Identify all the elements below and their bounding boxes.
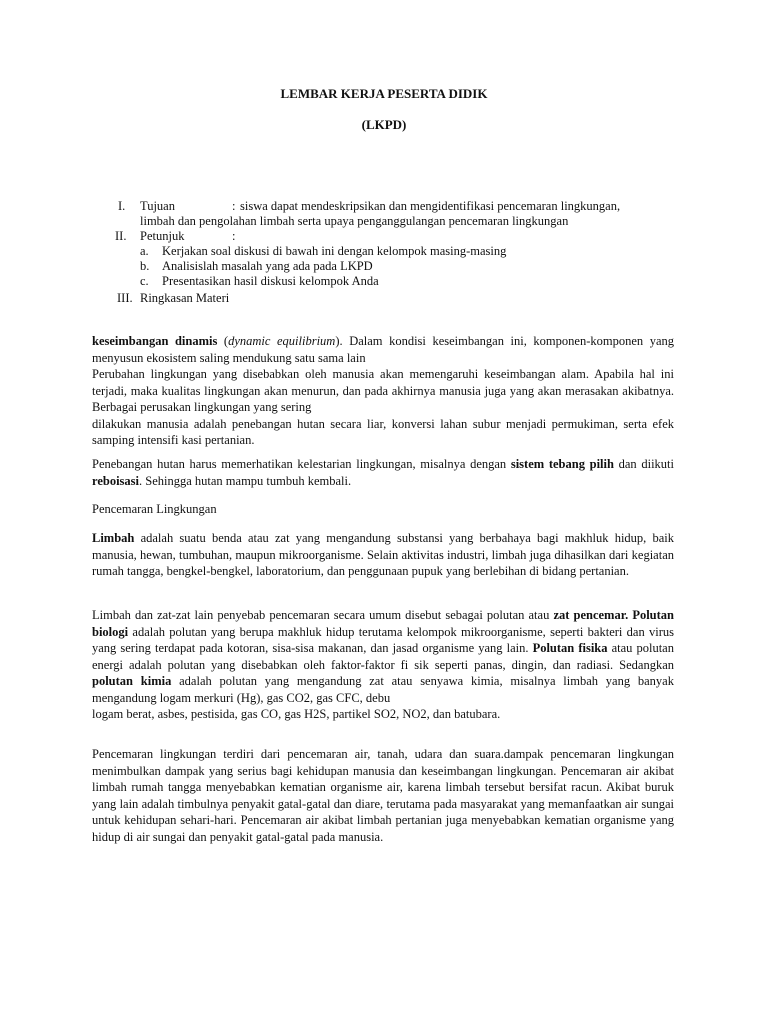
paragraph-limbah <box>92 530 674 580</box>
text-run: adalah suatu benda atau zat yang mengandung substansi yang berbahaya bagi makhluk hidup, baik manusia, hewan, tumbuhan, maupun mikroorganisme. Selain aktivitas industri, limbah juga dihasilkan dari kegiatan rumah tangga, bengkel-bengkel, laboratorium, dan penggunaan pupuk yang berlebihan di bidang pertanian. <box>92 531 674 578</box>
list-marker-c: c. <box>140 274 149 288</box>
text-run: adalah polutan yang mengandung zat atau senyawa kimia, misalnya limbah yang banyak mengandung logam merkuri (Hg), gas CO2, gas CFC, debu <box>92 674 674 705</box>
text-run: adalah polutan yang berupa makhluk hidup terutama kelompok mikroorganisme, seperti bakteri dan virus yang sering terdapat pada kotoran, sisa-sisa makanan, dan jasad organisme yang lain. <box>92 624 674 655</box>
paragraph-line: Perubahan lingkungan yang disebabkan oleh manusia akan memengaruhi keseimbangan alam. Apabila hal ini terjadi, maka kualitas lingkungan akan menurun, dan pada akhirnya manusia juga yang akan merasakan akibatnya. Berbagai perusakan lingkungan yang sering <box>92 367 674 414</box>
list-item-c: Presentasikan hasil diskusi kelompok Anda <box>162 274 379 288</box>
document-subtitle: (LKPD) <box>361 117 407 132</box>
outline-text-tujuan-line2: limbah dan pengolahan limbah serta upaya penganggulangan pencemaran lingkungan <box>140 214 569 228</box>
text-run: atau polutan energi adalah polutan yang disebabkan oleh faktor-faktor fi sik seperti panas, dingin, dan radiasi. Sedangkan <box>92 641 674 672</box>
outline-label-tujuan: Tujuan <box>140 199 175 213</box>
outline-number-ii: II. <box>115 229 127 243</box>
outline-number-i: I. <box>118 199 126 213</box>
term-polutan-kimia: polutan kimia <box>92 674 172 688</box>
term-limbah: Limbah <box>92 531 135 545</box>
text-run: ( <box>217 334 229 348</box>
list-item-b: Analisislah masalah yang ada pada LKPD <box>162 259 373 273</box>
text-run: Penebangan hutan harus memerhatikan kelestarian lingkungan, misalnya dengan <box>92 457 511 471</box>
term-keseimbangan-dinamis: keseimbangan dinamis <box>92 334 218 348</box>
list-marker-b: b. <box>140 259 150 273</box>
term-dynamic-equilibrium: dynamic equilibrium <box>228 334 336 348</box>
document-title: LEMBAR KERJA PESERTA DIDIK <box>280 86 488 101</box>
term-polutan-biologi: Polutan biologi <box>92 608 675 639</box>
text-run: dan diikuti <box>613 457 674 471</box>
paragraph-line: dilakukan manusia adalah penebangan hutan secara liar, konversi lahan subur menjadi permukiman, serta efek samping intensifi kasi pertanian. <box>92 416 674 447</box>
paragraph-polutan <box>92 607 674 723</box>
outline-label-petunjuk: Petunjuk <box>140 229 185 243</box>
text-run: Limbah dan zat-zat lain penyebab pencemaran secara umum disebut sebagai polutan atau <box>92 608 554 622</box>
text-run: . Sehingga hutan mampu tumbuh kembali. <box>139 473 352 488</box>
list-marker-a: a. <box>140 244 149 258</box>
paragraph-keseimbangan <box>92 333 674 449</box>
text-run: ). Dalam kondisi keseimbangan ini, komponen-komponen yang menyusun ekosistem saling mendukung satu sama lain <box>92 334 674 365</box>
term-zat-pencemar: zat pencemar. <box>553 608 629 622</box>
paragraph-penebangan <box>92 456 674 489</box>
term-polutan-fisika: Polutan fisika <box>532 641 608 655</box>
outline-text-tujuan-line1: siswa dapat mendeskripsikan dan mengidentifikasi pencemaran lingkungan, <box>240 199 621 213</box>
paragraph-text: Pencemaran lingkungan terdiri dari pencemaran air, tanah, udara dan suara.dampak pencemaran lingkungan menimbulkan dampak yang serius bagi kehidupan manusia dan keseimbangan lingkungan. Pencemaran air akibat limbah rumah tangga menyebabkan kematian organisme air, karena limbah tersebut bersifat racun. Akibat buruk yang lain adalah timbulnya penyakit gatal-gatal dan diare, terutama pada masyarakat yang memanfaatkan air sungai untuk kehidupan sehari-hari. Pencemaran air akibat limbah pertanian juga menyebabkan kematian organisme yang hidup di air sungai dan penyakit gatal-gatal pada manusia. <box>92 747 674 844</box>
outline-number-iii: III. <box>117 291 133 305</box>
outline-colon: : <box>232 199 236 213</box>
outline-label-ringkasan: Ringkasan Materi <box>140 291 230 305</box>
term-sistem-tebang-pilih: sistem tebang pilih <box>510 457 614 471</box>
section-heading: Pencemaran Lingkungan <box>92 502 217 516</box>
list-item-a: Kerjakan soal diskusi di bawah ini dengan kelompok masing-masing <box>162 244 507 258</box>
paragraph-line: logam berat, asbes, pestisida, gas CO, gas H2S, partikel SO2, NO2, dan batubara. <box>92 707 501 721</box>
paragraph-pencemaran <box>92 746 674 845</box>
term-reboisasi: reboisasi <box>92 473 139 488</box>
outline-colon: : <box>232 229 236 243</box>
